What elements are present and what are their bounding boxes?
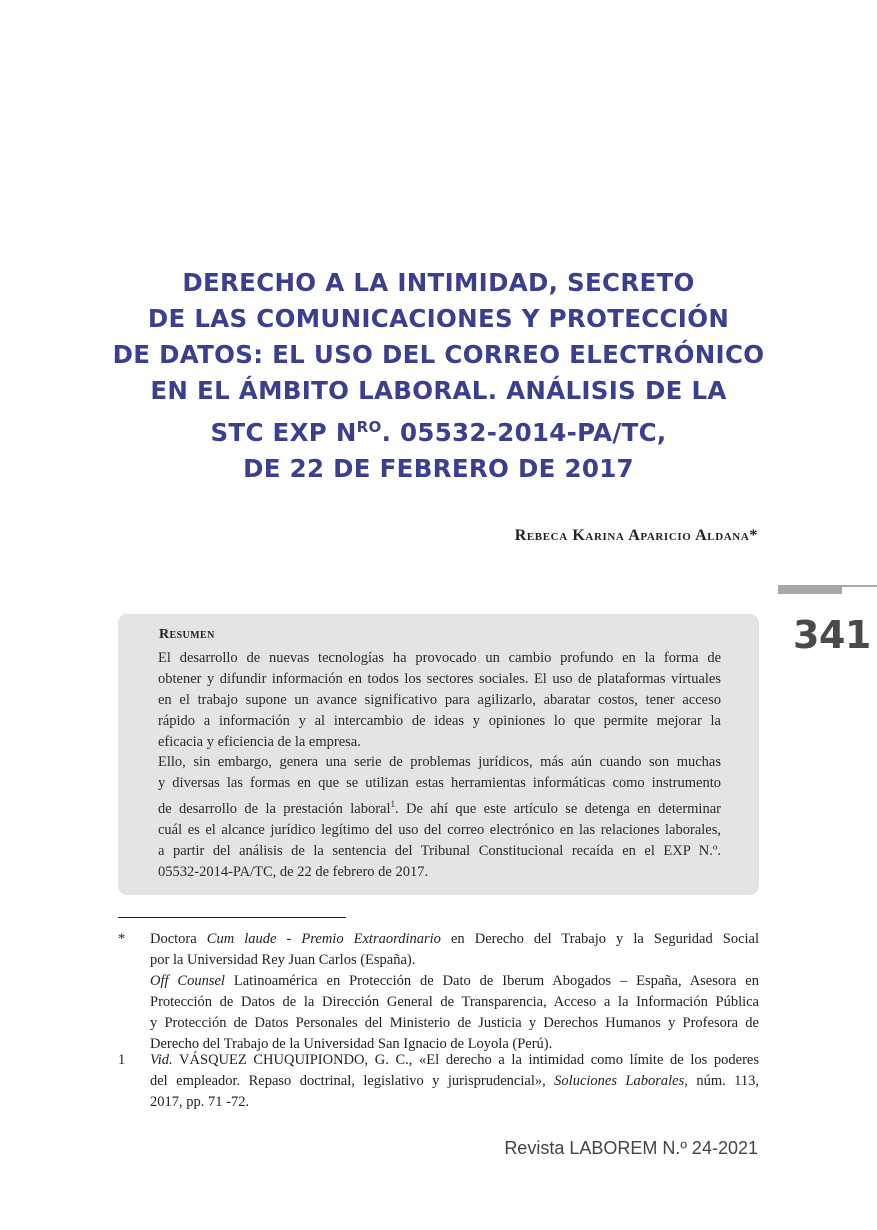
footnote-separator (118, 917, 346, 918)
abstract-line: rápido a información y al intercambio de ideas y opiniones lo que permite mejorar la (158, 713, 721, 729)
author-name: Rebeca Karina Aparicio Aldana (514, 527, 750, 544)
footnote-line: y Protección de Datos Personales del Ministerio de Justicia y Derechos Humanos y Profesora de (150, 1015, 759, 1031)
footnote-line (150, 1071, 759, 1092)
footnote-italic-run: Soluciones Laborales (554, 1073, 685, 1089)
abstract-line: a partir del análisis de la sentencia del Tribunal Constitucional recaída en el EXP N.º. (158, 842, 721, 859)
footnote-text-run: en Derecho del Trabajo y la Seguridad Social (440, 931, 760, 947)
footnote-line (150, 929, 759, 950)
abstract-heading: Resumen (159, 627, 215, 642)
footnote-body (150, 1050, 759, 1113)
footnote-text-run: VÁSQUEZ CHUQUIPIONDO, G. C., «El derecho a la intimidad como límite de los poderes (172, 1052, 759, 1068)
footnote-marker: 1 (118, 1052, 126, 1068)
abstract-line: El desarrollo de nuevas tecnologías ha provocado un cambio profundo en la forma de (158, 650, 721, 666)
article-title (90, 265, 787, 487)
abstract-line: en el trabajo supone un avance significativo para agilizarlo, abaratar costos, tener acceso (158, 692, 721, 708)
rule-bar (778, 585, 842, 594)
footnote-1 (118, 1050, 759, 1113)
footnote-text-run: , núm. 113, (684, 1073, 759, 1089)
title-superscript: RO (356, 418, 382, 436)
title-line: EN EL ÁMBITO LABORAL. ANÁLISIS DE LA (150, 376, 727, 405)
footnote-italic-run: Off Counsel (150, 973, 225, 989)
footnote-author (118, 929, 759, 1055)
footnote-marker: * (118, 931, 126, 947)
abstract-line: y diversas las formas en que se utilizan estas herramientas informáticas como instrumento (158, 775, 721, 791)
footnote-line: por la Universidad Rey Juan Carlos (España). (150, 952, 416, 968)
abstract-line: cuál es el alcance jurídico legítimo del uso del correo electrónico en las relaciones laborales, (158, 821, 721, 838)
abstract-line: 05532-2014-PA/TC, de 22 de febrero de 2017. (158, 863, 429, 880)
title-line-5-start: STC EXP N (210, 418, 357, 447)
abstract-paragraph-2 (158, 752, 721, 883)
abstract-line (158, 794, 721, 820)
title-line: DERECHO A LA INTIMIDAD, SECRETO (182, 268, 695, 297)
abstract-line: obtener y difundir información en todos los sectores sociales. El uso de plataformas virtuales (158, 671, 721, 687)
footnote-text-run: Latinoamérica en Protección de Dato de Iberum Abogados – España, Asesora en (224, 973, 759, 989)
title-line: DE 22 DE FEBRERO DE 2017 (243, 454, 634, 483)
abstract-text-run: . De ahí que este artículo se detenga en determinar (395, 800, 721, 817)
journal-footer: Revista LABOREM N.º 24-2021 (504, 1138, 758, 1158)
abstract-line: Ello, sin embargo, genera una serie de problemas jurídicos, más aún cuando son muchas (158, 754, 721, 770)
footnote-line: 2017, pp. 71 -72. (150, 1094, 250, 1110)
abstract-line: eficacia y eficiencia de la empresa. (158, 734, 361, 750)
footnote-reference[interactable]: 1 (390, 799, 395, 809)
footnote-italic-run: Vid. (150, 1052, 173, 1068)
title-line: DE DATOS: EL USO DEL CORREO ELECTRÓNICO (112, 340, 765, 369)
footnote-body (150, 929, 759, 1055)
title-line: DE LAS COMUNICACIONES Y PROTECCIÓN (147, 304, 730, 333)
page-number-rule (778, 585, 877, 594)
footnote-text-run: Doctora (150, 931, 207, 947)
page-number: 341 (793, 613, 871, 657)
footnote-text-run: del empleador. Repaso doctrinal, legislativo y jurisprudencial», (150, 1073, 555, 1089)
footnote-line (150, 1050, 759, 1071)
abstract-paragraph-1 (158, 648, 721, 753)
footnote-italic-run: Cum laude - Premio Extraordinario (206, 931, 441, 947)
author-footnote-mark: * (749, 527, 758, 544)
rule-line (842, 585, 877, 587)
footnote-line: Derecho del Trabajo de la Universidad San Ignacio de Loyola (Perú). (150, 1036, 553, 1052)
title-line-5-end: . 05532-2014-PA/TC, (381, 418, 667, 447)
abstract-text-run: de desarrollo de la prestación laboral (158, 800, 391, 817)
footnote-line (150, 971, 759, 992)
author-byline (515, 527, 758, 545)
footnote-line: Protección de Datos de la Dirección General de Transparencia, Acceso a la Información Pública (150, 994, 759, 1010)
title-line (90, 409, 787, 451)
